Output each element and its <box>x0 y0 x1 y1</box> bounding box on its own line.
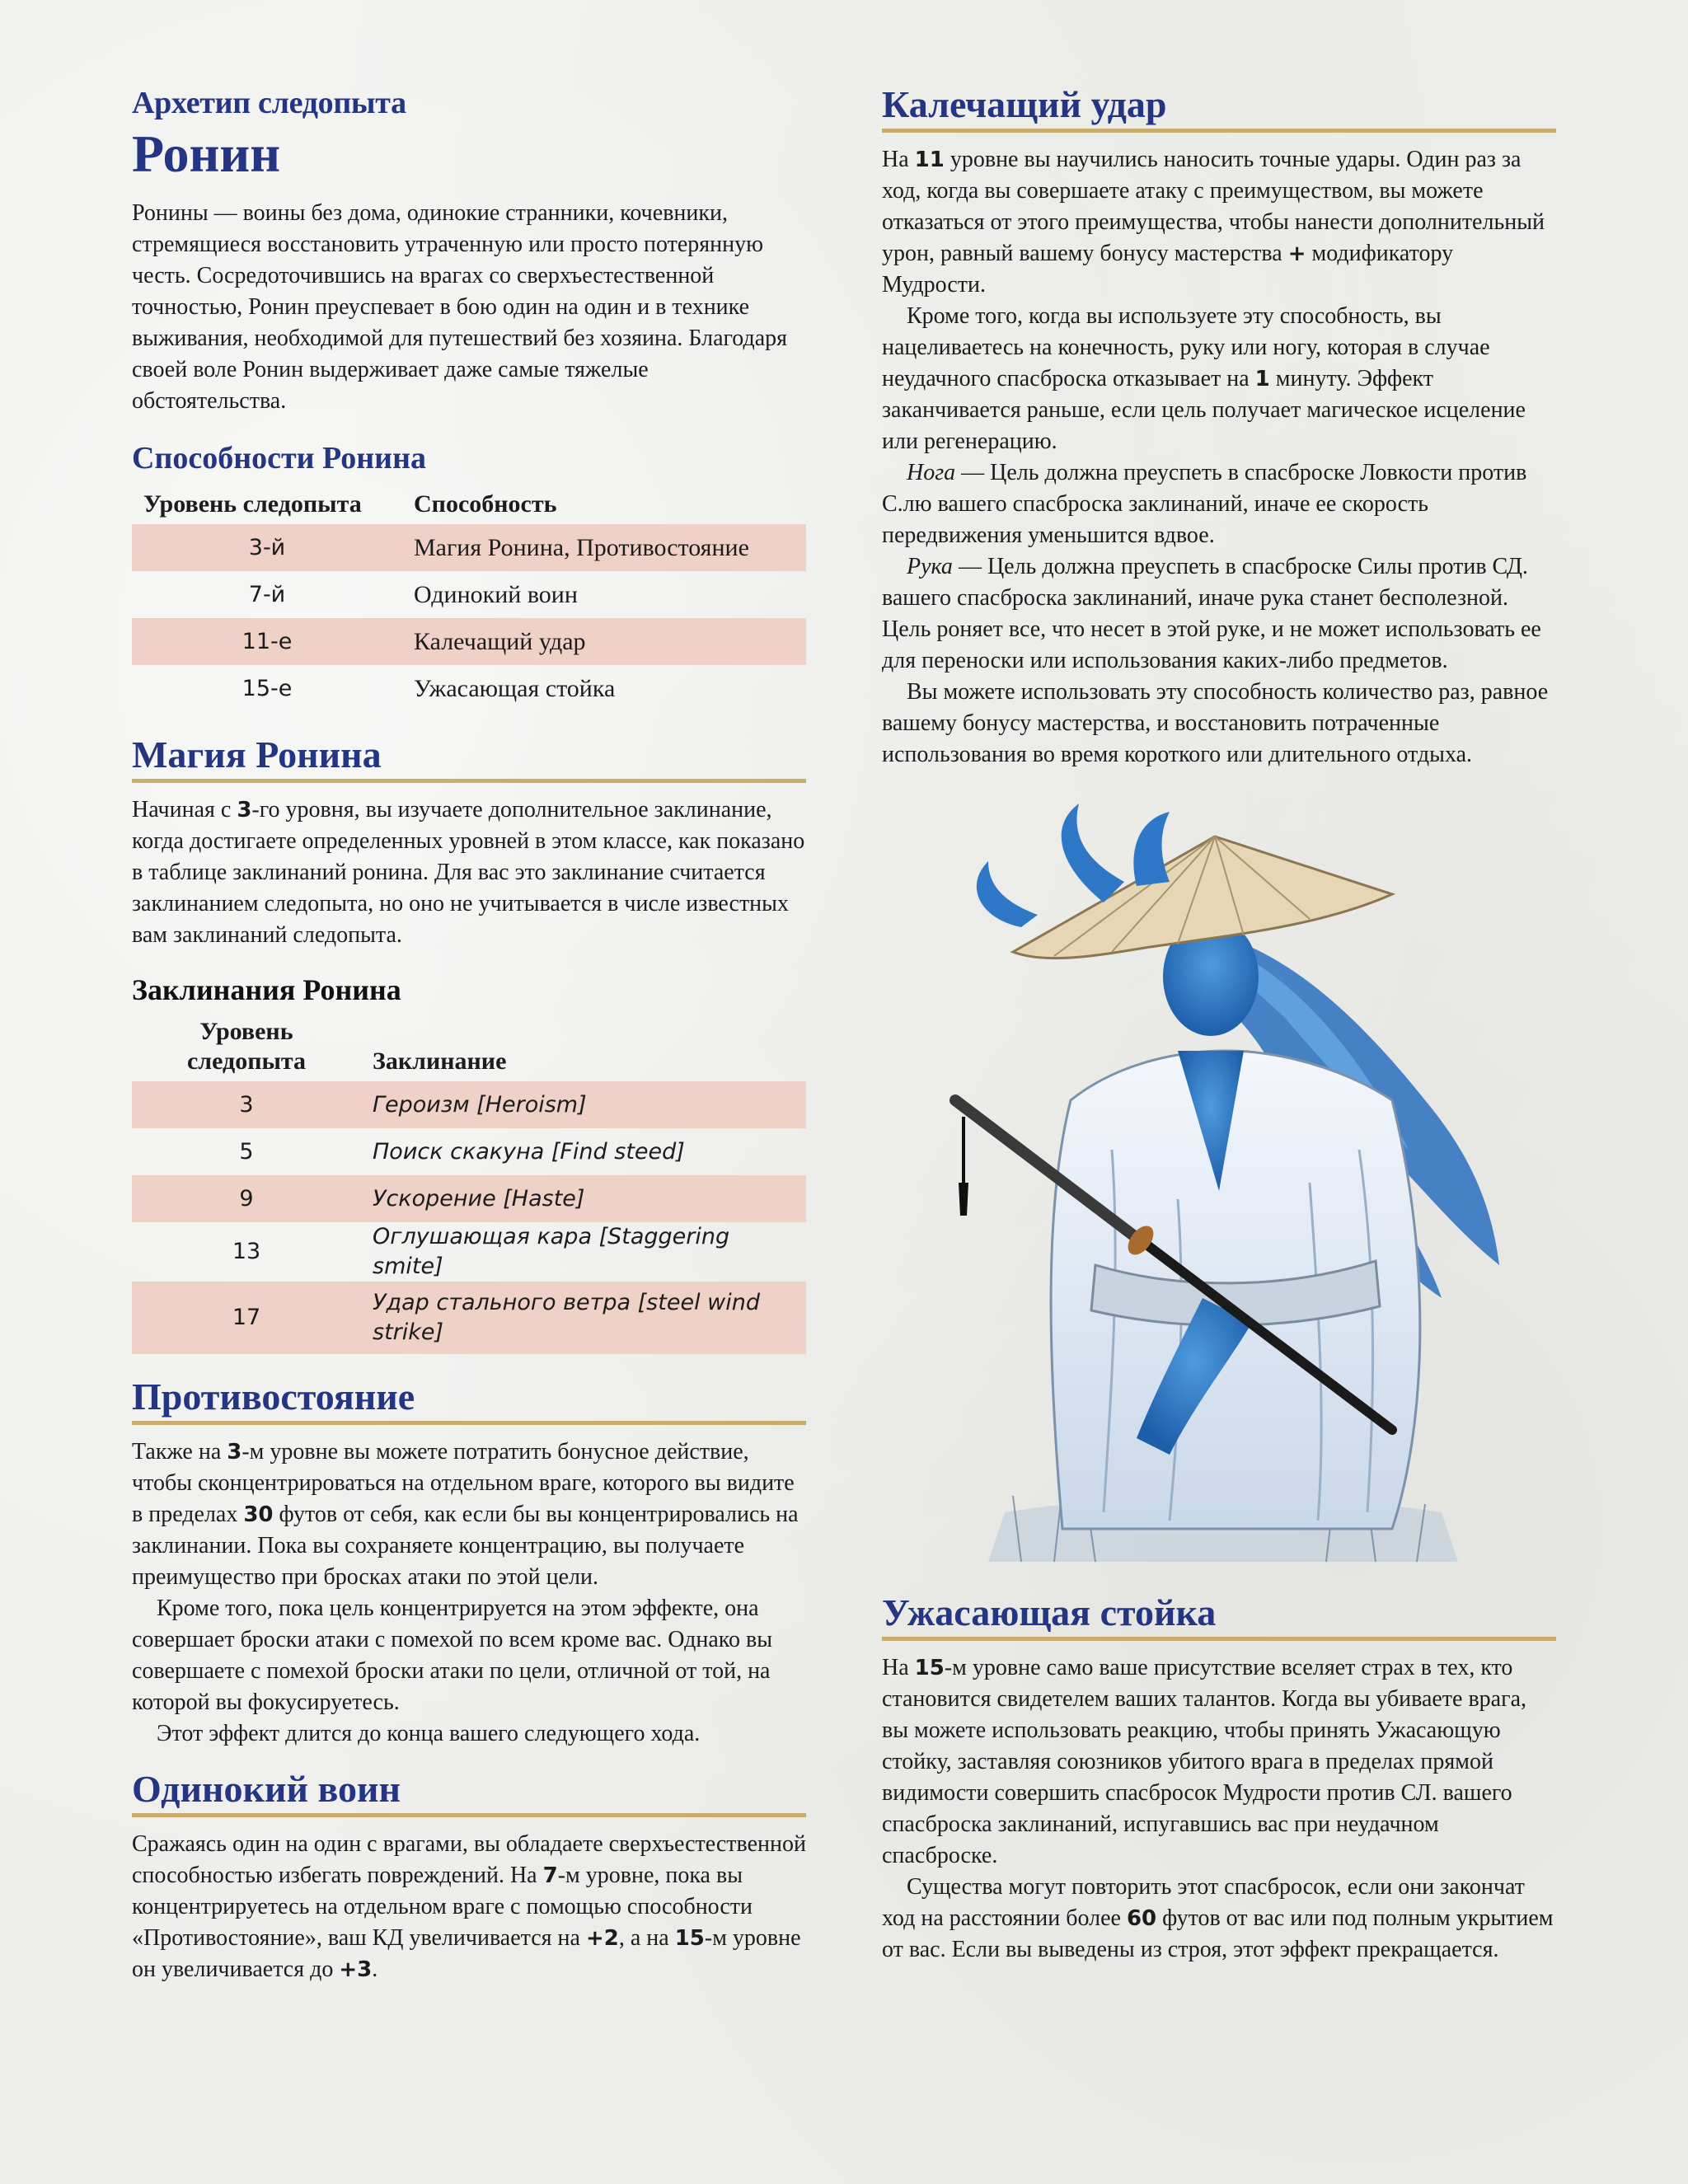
spell-level: 5 <box>239 1138 254 1165</box>
spell-name: Оглушающая кара [Staggering smite] <box>373 1224 730 1280</box>
spell-name: Ускорение [Haste] <box>361 1175 806 1222</box>
spell-name: Героизм [Heroism] <box>361 1081 806 1128</box>
spells-table <box>132 1012 806 1354</box>
spell-level: 13 <box>232 1239 261 1265</box>
magic-paragraph: Начиная с 3-го уровня, вы изучаете дополнительное заклинание, когда достигаете определенных уровней в этом классе, как показано в таблице заклинаний ронина. Для вас это заклинание считается заклинанием следопыта, но оно не учитывается в числе известных вам заклинаний следопыта. <box>132 797 805 949</box>
feature-name: Ужасающая стойка <box>414 674 616 702</box>
page-title: Ронин <box>132 124 281 183</box>
spell-name: Удар стального ветра [steel wind strike] <box>361 1282 806 1354</box>
table-row <box>132 1175 806 1222</box>
section-heading-crippling-strike: Калечащий удар <box>882 83 1556 133</box>
table-row <box>132 1282 806 1354</box>
section-heading-lone-warrior: Одинокий воин <box>132 1768 806 1817</box>
table-row <box>132 618 806 665</box>
spell-level: 3 <box>132 1081 361 1128</box>
spells-table-heading: Заклинания Ронина <box>132 973 401 1007</box>
spell-level: 17 <box>132 1282 361 1354</box>
feature-level: 3-й <box>132 524 402 571</box>
spells-col-level: Уровень следопыта <box>186 1018 307 1076</box>
left-column <box>132 78 806 1985</box>
table-row <box>132 571 806 618</box>
table-row <box>132 665 806 712</box>
dread-paragraph-1: На 15-м уровне само ваше присутствие вселяет страх в тех, кто становится свидетелем ваших талантов. Когда вы убиваете врага, вы можете использовать реакцию, чтобы принять Ужасающую стойку, заставляя союзников убитого врага в пределах прямой видимости совершить спасбросок Мудрости против СЛ. вашего спасброска заклинаний, испугавшись вас при неудачном спасброске. <box>882 1654 1527 1868</box>
feature-level: 11-е <box>132 618 402 665</box>
dread-paragraph-2: Существа могут повторить этот спасбросок, если они закончат ход на расстоянии более 60 футов от вас или под полным укрытием от вас. Если вы выведены из строя, этот эффект прекращается. <box>882 1873 1554 1962</box>
feature-level: 7-й <box>248 581 286 607</box>
spells-table-header <box>132 1012 806 1081</box>
crippling-leg-paragraph: Нога — Цель должна преуспеть в спасброске Ловкости против С.лю вашего спасброска заклинаний, иначе ее скорость передвижения уменьшится вдвое. <box>882 459 1527 548</box>
crippling-paragraph-2: Кроме того, когда вы используете эту способность, вы нацеливаетесь на конечность, руку или ногу, которая в случае неудачного спасброска отказывает на 1 минуту. Эффект заканчивается раньше, если цель получает магическое исцеление или регенерацию. <box>882 302 1526 454</box>
feature-name: Калечащий удар <box>402 618 806 665</box>
intro-paragraph: Ронины — воины без дома, одинокие странники, кочевники, стремящиеся восстановить утраченную или просто потерянную честь. Сосредоточившись на врагах со сверхъестественной точностью, Ронин преуспевает в бою один на один и в технике выживания, необходимой для путешествий без хозяина. Благодаря своей воле Ронин выдерживает даже самые тяжелые обстоятельства. <box>132 200 788 415</box>
section-heading-dread-stance: Ужасающая стойка <box>882 1591 1556 1641</box>
ronin-illustration <box>931 804 1507 1578</box>
spells-col-spell: Заклинание <box>373 1047 507 1076</box>
table-row <box>132 1128 806 1175</box>
opposition-paragraph-1: Также на 3-м уровне вы можете потратить бонусное действие, чтобы сконцентрироваться на отдельном враге, которого вы видите в пределах 30 футов от себя, как если бы вы концентрировались на заклинании. Пока вы сохраняете концентрацию, вы получаете преимущество при бросках атаки по этой цели. <box>132 1438 799 1590</box>
spell-level: 9 <box>132 1175 361 1222</box>
crippling-paragraph-1: На 11 уровне вы научились наносить точные удары. Один раз за ход, когда вы совершаете атаку с преимуществом, вы можете отказаться от этого преимущества, чтобы нанести дополнительный урон, равный вашему бонусу мастерства + модификатору Мудрости. <box>882 146 1545 298</box>
section-heading-magic: Магия Ронина <box>132 733 806 783</box>
table-row <box>132 524 806 571</box>
crippling-paragraph-5: Вы можете использовать эту способность количество раз, равное вашему бонусу мастерства, и восстановить потраченные использования во время короткого или длительного отдыха. <box>882 678 1549 767</box>
table-row <box>132 1081 806 1128</box>
features-col-level: Уровень следопыта <box>143 490 362 518</box>
opposition-paragraph-3: Этот эффект длится до конца вашего следующего хода. <box>157 1720 701 1746</box>
section-heading-opposition: Противостояние <box>132 1376 806 1425</box>
features-table <box>132 485 806 712</box>
crippling-arm-paragraph: Рука — Цель должна преуспеть в спасброске Силы против СД. вашего спасброска заклинаний, иначе рука станет бесполезной. Цель роняет все, что несет в этой руке, и не может использовать ее для переноски или использования каких-либо предметов. <box>882 553 1541 673</box>
features-table-header <box>132 485 806 524</box>
feature-name: Магия Ронина, Противостояние <box>402 524 806 571</box>
opposition-paragraph-2: Кроме того, пока цель концентрируется на этом эффекте, она совершает броски атаки с помехой по всем кроме вас. Однако вы совершаете с помехой броски атаки по цели, отличной от той, на которой вы фокусируетесь. <box>132 1595 772 1715</box>
table-row <box>132 1222 806 1282</box>
feature-name: Одинокий воин <box>414 580 578 608</box>
lone-warrior-paragraph: Сражаясь один на один с врагами, вы обладаете сверхъестественной способностью избегать повреждений. На 7-м уровне, пока вы концентрируетесь на отдельном враге с помощью способности «Противостояние», ваш КД увеличивается на +2, а на 15-м уровне он увеличивается до +3. <box>132 1830 806 1982</box>
feature-level: 15-е <box>241 675 293 701</box>
archetype-kicker: Архетип следопыта <box>132 86 406 120</box>
features-heading: Способности Ронина <box>132 441 426 476</box>
right-column <box>882 78 1556 1966</box>
spell-name: Поиск скакуна [Find steed] <box>373 1138 685 1165</box>
features-col-feature: Способность <box>414 490 557 518</box>
